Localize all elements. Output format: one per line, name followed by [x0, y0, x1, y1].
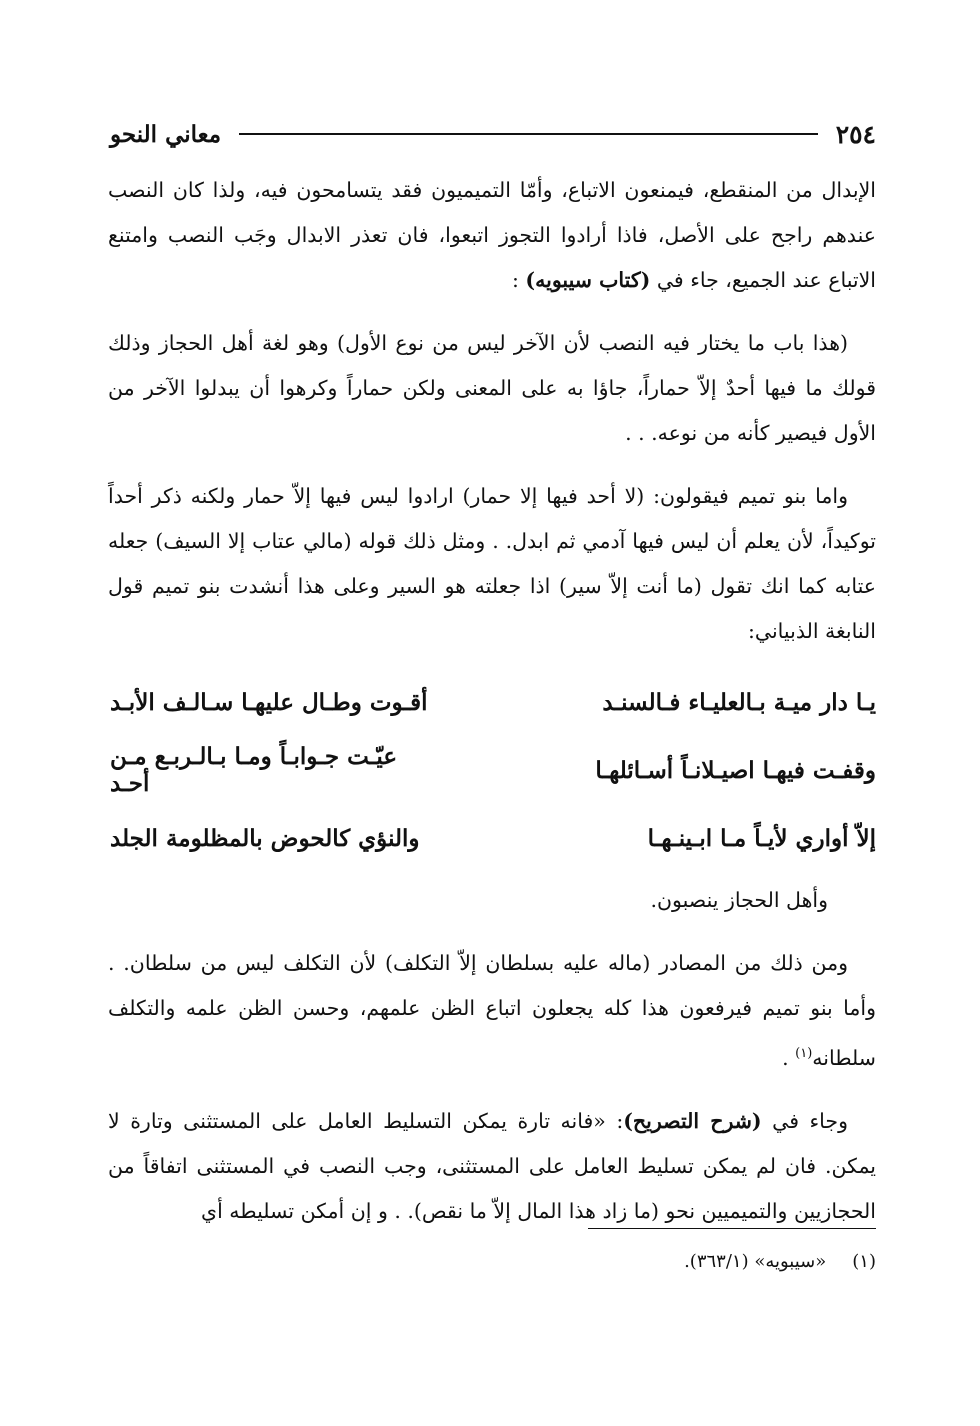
footnote-mark: (١) [795, 1046, 813, 1061]
paragraph-text: : «فانه تارة يمكن التسليط العامل على المستثنى وتارة لا يمكن. فان لم يمكن تسليط العامل على المستثنى، وجب النصب في المستثنى اتفاقاً من الحجازيين والتميميين نحو (ما زاد هذا المال إلاّ ما نقص). . و إن أمكن تسليطه أي [108, 1108, 876, 1223]
paragraph-bani-tamim: واما بنو تميم فيقولون: (لا أحد فيها إلا حمار) ارادوا ليس فيها إلاّ حمار ولكنه ذكر أحداً توكيداً، لأن يعلم أن ليس فيها آدمي ثم ابدل. . ومثل ذلك قوله (مالي عتاب إلا السيف) جعله عتابه كما انك تقول (ما أنت إلاّ سير) اذا جعلته هو السير وعلى هذا أنشدت بنو تميم قول النابغة الذبياني: [108, 484, 876, 643]
header-rule [239, 133, 818, 135]
book-reference: (كتاب سيبويه) [525, 268, 651, 292]
paragraph-ibdal [108, 168, 876, 303]
paragraph-line: النصب وامتنع الاتباع عند الجميع، جاء في [108, 223, 876, 292]
paragraph-gap [108, 923, 876, 941]
verse-row [108, 736, 876, 804]
paragraph-gap [108, 456, 876, 474]
paragraph-end: . [782, 1045, 796, 1070]
paragraph-lead: وجاء في [761, 1108, 848, 1133]
main-text [108, 168, 876, 1234]
verse-second-hemistich: والنؤي كالحوض بالمظلومة الجلد [110, 824, 420, 852]
paragraph-masdar [108, 941, 876, 1081]
book-title: معاني النحو [110, 120, 222, 148]
paragraph-line: الإبدال من المنقطع، فيمنعون الاتباع، وأمّا التميميون فقد يتسامحون فيه، ولذا كان [172, 178, 876, 202]
verse-first-hemistich: إلاّ أواري لأيـاً مـا ابـينـهـا [647, 824, 876, 852]
paragraph-tasrih [108, 1099, 876, 1234]
verse-second-hemistich: أقـوت وطـال عليهـا سـالـف الأبـد [110, 688, 428, 716]
paragraph-text: ومن ذلك من المصادر (ماله عليه بسلطان إلاّ التكلف) لأن التكلف ليس من سلطان. . وأما بنو تميم فيرفعون هذا كله يجعلون اتباع الظن علمهم، وحسن الظن علمه والتكلف سلطانه [108, 951, 876, 1070]
verse-first-hemistich: وقفـت فيهـا اصيـلانـاً أسـائلهـا [595, 756, 876, 784]
footnote-text: «سيبويه» (٣٦٣/١). [684, 1251, 827, 1272]
verse-row [108, 804, 876, 872]
running-head [110, 112, 876, 156]
footnote [560, 1244, 876, 1280]
footnote-number: (١) [852, 1251, 876, 1272]
paragraph-tail: : [511, 268, 526, 292]
paragraph-line: النصب عندهم راجح على الأصل، فاذا أرادوا التجوز اتبعوا، فان تعذر الابدال وجَب [108, 178, 876, 247]
page-number: ٢٥٤ [835, 119, 876, 149]
footnote-rule [588, 1228, 876, 1229]
verse-first-hemistich: يـا دار ميـة بـالعليـاء فـالسنـد [602, 688, 876, 716]
paragraph-gap [108, 1081, 876, 1099]
verse-second-hemistich: عيّـت جـوابـاً ومـا بـالـربـع مـن أحـد [110, 743, 398, 797]
after-verse-line: وأهل الحجاز ينصبون. [650, 888, 828, 912]
verse-row [108, 668, 876, 736]
paragraph-sibawayh-quote: (هذا باب ما يختار فيه النصب لأن الآخر ليس من نوع الأول) وهو لغة أهل الحجاز وذلك قولك ما فيها أحدٌ إلاّ حماراً، جاؤا به على المعنى ولكن حماراً وكرهوا أن يبدلوا الآخر من الأول فيصير كأنه من نوعه. . . [108, 331, 876, 445]
book-reference: (شرح التصريح) [623, 1108, 762, 1133]
paragraph-gap [108, 303, 876, 321]
poem-verses [108, 668, 876, 872]
